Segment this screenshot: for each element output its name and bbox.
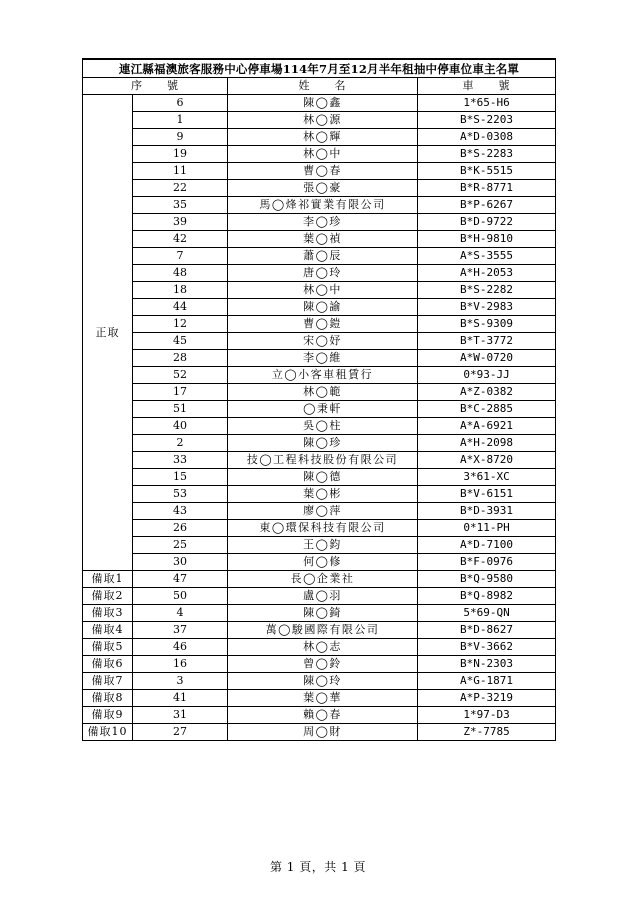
plate-number: B*C-2885 xyxy=(418,401,556,418)
primary-row xyxy=(83,401,556,418)
header-row xyxy=(83,78,556,95)
plate-number: B*N-2303 xyxy=(418,656,556,673)
owner-name: 陳◯鑫 xyxy=(228,95,418,112)
owner-name: 張◯豪 xyxy=(228,180,418,197)
alternate-row xyxy=(83,673,556,690)
plate-number: A*H-2098 xyxy=(418,435,556,452)
owner-name: 陳◯珍 xyxy=(228,435,418,452)
row-number: 42 xyxy=(133,231,228,248)
plate-number: A*A-6921 xyxy=(418,418,556,435)
owner-name: 周◯財 xyxy=(228,724,418,741)
primary-row xyxy=(83,503,556,520)
alternate-row xyxy=(83,656,556,673)
alternate-label: 備取8 xyxy=(83,690,133,707)
owner-name: 王◯鈞 xyxy=(228,537,418,554)
owner-name: 賴◯春 xyxy=(228,707,418,724)
page-footer: 第 1 頁，共 1 頁 xyxy=(269,860,367,874)
plate-number: B*K-5515 xyxy=(418,163,556,180)
primary-row xyxy=(83,537,556,554)
alternate-row xyxy=(83,707,556,724)
owner-name: 林◯中 xyxy=(228,282,418,299)
owner-name: 葉◯華 xyxy=(228,690,418,707)
primary-row xyxy=(83,265,556,282)
header-plate: 車 號 xyxy=(418,78,556,95)
plate-number: A*D-0308 xyxy=(418,129,556,146)
plate-number: 5*69-QN xyxy=(418,605,556,622)
owner-name: 盧◯羽 xyxy=(228,588,418,605)
alternate-label: 備取5 xyxy=(83,639,133,656)
alternate-row xyxy=(83,571,556,588)
row-number: 47 xyxy=(133,571,228,588)
row-number: 15 xyxy=(133,469,228,486)
primary-row xyxy=(83,197,556,214)
header-name: 姓 名 xyxy=(228,78,418,95)
row-number: 37 xyxy=(133,622,228,639)
owner-name: 曹◯春 xyxy=(228,163,418,180)
alternate-label: 備取4 xyxy=(83,622,133,639)
row-number: 43 xyxy=(133,503,228,520)
row-number: 35 xyxy=(133,197,228,214)
alternate-label: 備取3 xyxy=(83,605,133,622)
owner-name: 林◯中 xyxy=(228,146,418,163)
row-number: 7 xyxy=(133,248,228,265)
alternate-label: 備取6 xyxy=(83,656,133,673)
plate-number: Z*-7785 xyxy=(418,724,556,741)
primary-row xyxy=(83,486,556,503)
row-number: 4 xyxy=(133,605,228,622)
row-number: 16 xyxy=(133,656,228,673)
owner-name: 長◯企業社 xyxy=(228,571,418,588)
primary-row xyxy=(83,316,556,333)
alternate-row xyxy=(83,622,556,639)
roster-table xyxy=(82,58,556,741)
owner-name: 林◯志 xyxy=(228,639,418,656)
owner-name: 林◯輝 xyxy=(228,129,418,146)
row-number: 40 xyxy=(133,418,228,435)
plate-number: B*H-9810 xyxy=(418,231,556,248)
owner-name: 李◯珍 xyxy=(228,214,418,231)
row-number: 9 xyxy=(133,129,228,146)
row-number: 33 xyxy=(133,452,228,469)
plate-number: B*D-8627 xyxy=(418,622,556,639)
plate-number: A*D-7100 xyxy=(418,537,556,554)
plate-number: A*X-8720 xyxy=(418,452,556,469)
row-number: 6 xyxy=(133,95,228,112)
row-number: 52 xyxy=(133,367,228,384)
plate-number: B*Q-9580 xyxy=(418,571,556,588)
row-number: 48 xyxy=(133,265,228,282)
row-number: 53 xyxy=(133,486,228,503)
owner-name: 吳◯柱 xyxy=(228,418,418,435)
primary-row xyxy=(83,112,556,129)
row-number: 11 xyxy=(133,163,228,180)
row-number: 44 xyxy=(133,299,228,316)
plate-number: 0*93-JJ xyxy=(418,367,556,384)
owner-name: 蕭◯辰 xyxy=(228,248,418,265)
owner-name: 陳◯玲 xyxy=(228,673,418,690)
plate-number: B*S-2282 xyxy=(418,282,556,299)
primary-row xyxy=(83,180,556,197)
title-row xyxy=(83,59,556,78)
primary-row xyxy=(83,282,556,299)
owner-name: 萬◯駿國際有限公司 xyxy=(228,622,418,639)
row-number: 41 xyxy=(133,690,228,707)
row-number: 50 xyxy=(133,588,228,605)
owner-name: 宋◯妤 xyxy=(228,333,418,350)
owner-name: 曾◯鈴 xyxy=(228,656,418,673)
primary-row xyxy=(83,214,556,231)
primary-row xyxy=(83,299,556,316)
roster-sheet xyxy=(82,58,555,741)
row-number: 39 xyxy=(133,214,228,231)
primary-row xyxy=(83,367,556,384)
owner-name: 廖◯萍 xyxy=(228,503,418,520)
owner-name: 葉◯彬 xyxy=(228,486,418,503)
alternate-row xyxy=(83,605,556,622)
plate-number: B*V-3662 xyxy=(418,639,556,656)
plate-number: A*G-1871 xyxy=(418,673,556,690)
plate-number: B*S-9309 xyxy=(418,316,556,333)
row-number: 3 xyxy=(133,673,228,690)
plate-number: 3*61-XC xyxy=(418,469,556,486)
row-number: 31 xyxy=(133,707,228,724)
primary-row xyxy=(83,452,556,469)
owner-name: 技◯工程科技股份有限公司 xyxy=(228,452,418,469)
plate-number: A*P-3219 xyxy=(418,690,556,707)
plate-number: A*Z-0382 xyxy=(418,384,556,401)
alternate-label: 備取1 xyxy=(83,571,133,588)
primary-row xyxy=(83,146,556,163)
document-title: 連江縣福澳旅客服務中心停車場114年7月至12月半年租抽中停車位車主名單 xyxy=(83,59,556,78)
row-number: 45 xyxy=(133,333,228,350)
plate-number: 1*97-D3 xyxy=(418,707,556,724)
primary-row xyxy=(83,231,556,248)
plate-number: B*V-2983 xyxy=(418,299,556,316)
row-number: 22 xyxy=(133,180,228,197)
primary-row xyxy=(83,248,556,265)
row-number: 46 xyxy=(133,639,228,656)
plate-number: B*V-6151 xyxy=(418,486,556,503)
primary-row xyxy=(83,95,556,112)
plate-number: 1*65-H6 xyxy=(418,95,556,112)
plate-number: B*D-3931 xyxy=(418,503,556,520)
plate-number: B*S-2283 xyxy=(418,146,556,163)
primary-row xyxy=(83,469,556,486)
group-label-primary: 正取 xyxy=(83,95,133,571)
alternate-row xyxy=(83,588,556,605)
row-number: 26 xyxy=(133,520,228,537)
plate-number: B*F-0976 xyxy=(418,554,556,571)
row-number: 17 xyxy=(133,384,228,401)
alternate-label: 備取2 xyxy=(83,588,133,605)
plate-number: B*D-9722 xyxy=(418,214,556,231)
plate-number: B*P-6267 xyxy=(418,197,556,214)
owner-name: 曹◯鎧 xyxy=(228,316,418,333)
owner-name: 馬◯烽祁實業有限公司 xyxy=(228,197,418,214)
owner-name: 陳◯錡 xyxy=(228,605,418,622)
primary-row xyxy=(83,384,556,401)
primary-row xyxy=(83,333,556,350)
owner-name: 陳◯德 xyxy=(228,469,418,486)
row-number: 18 xyxy=(133,282,228,299)
plate-number: A*H-2053 xyxy=(418,265,556,282)
primary-row xyxy=(83,435,556,452)
primary-row xyxy=(83,129,556,146)
alternate-label: 備取9 xyxy=(83,707,133,724)
row-number: 51 xyxy=(133,401,228,418)
owner-name: ◯秉軒 xyxy=(228,401,418,418)
owner-name: 林◯範 xyxy=(228,384,418,401)
primary-row xyxy=(83,350,556,367)
alternate-row xyxy=(83,690,556,707)
plate-number: B*T-3772 xyxy=(418,333,556,350)
owner-name: 林◯源 xyxy=(228,112,418,129)
primary-row xyxy=(83,520,556,537)
row-number: 28 xyxy=(133,350,228,367)
plate-number: A*S-3555 xyxy=(418,248,556,265)
owner-name: 陳◯諭 xyxy=(228,299,418,316)
owner-name: 東◯環保科技有限公司 xyxy=(228,520,418,537)
plate-number: 0*11-PH xyxy=(418,520,556,537)
owner-name: 何◯修 xyxy=(228,554,418,571)
alternate-label: 備取10 xyxy=(83,724,133,741)
primary-row xyxy=(83,163,556,180)
plate-number: B*Q-8982 xyxy=(418,588,556,605)
owner-name: 葉◯禎 xyxy=(228,231,418,248)
primary-row xyxy=(83,418,556,435)
row-number: 12 xyxy=(133,316,228,333)
owner-name: 李◯維 xyxy=(228,350,418,367)
roster-table-body xyxy=(83,59,556,741)
alternate-row xyxy=(83,724,556,741)
owner-name: 立◯小客車租賃行 xyxy=(228,367,418,384)
plate-number: A*W-0720 xyxy=(418,350,556,367)
owner-name: 唐◯玲 xyxy=(228,265,418,282)
row-number: 1 xyxy=(133,112,228,129)
plate-number: B*R-8771 xyxy=(418,180,556,197)
alternate-label: 備取7 xyxy=(83,673,133,690)
row-number: 19 xyxy=(133,146,228,163)
row-number: 2 xyxy=(133,435,228,452)
alternate-row xyxy=(83,639,556,656)
header-seq: 序 號 xyxy=(83,78,228,95)
plate-number: B*S-2203 xyxy=(418,112,556,129)
primary-row xyxy=(83,554,556,571)
row-number: 25 xyxy=(133,537,228,554)
row-number: 27 xyxy=(133,724,228,741)
row-number: 30 xyxy=(133,554,228,571)
